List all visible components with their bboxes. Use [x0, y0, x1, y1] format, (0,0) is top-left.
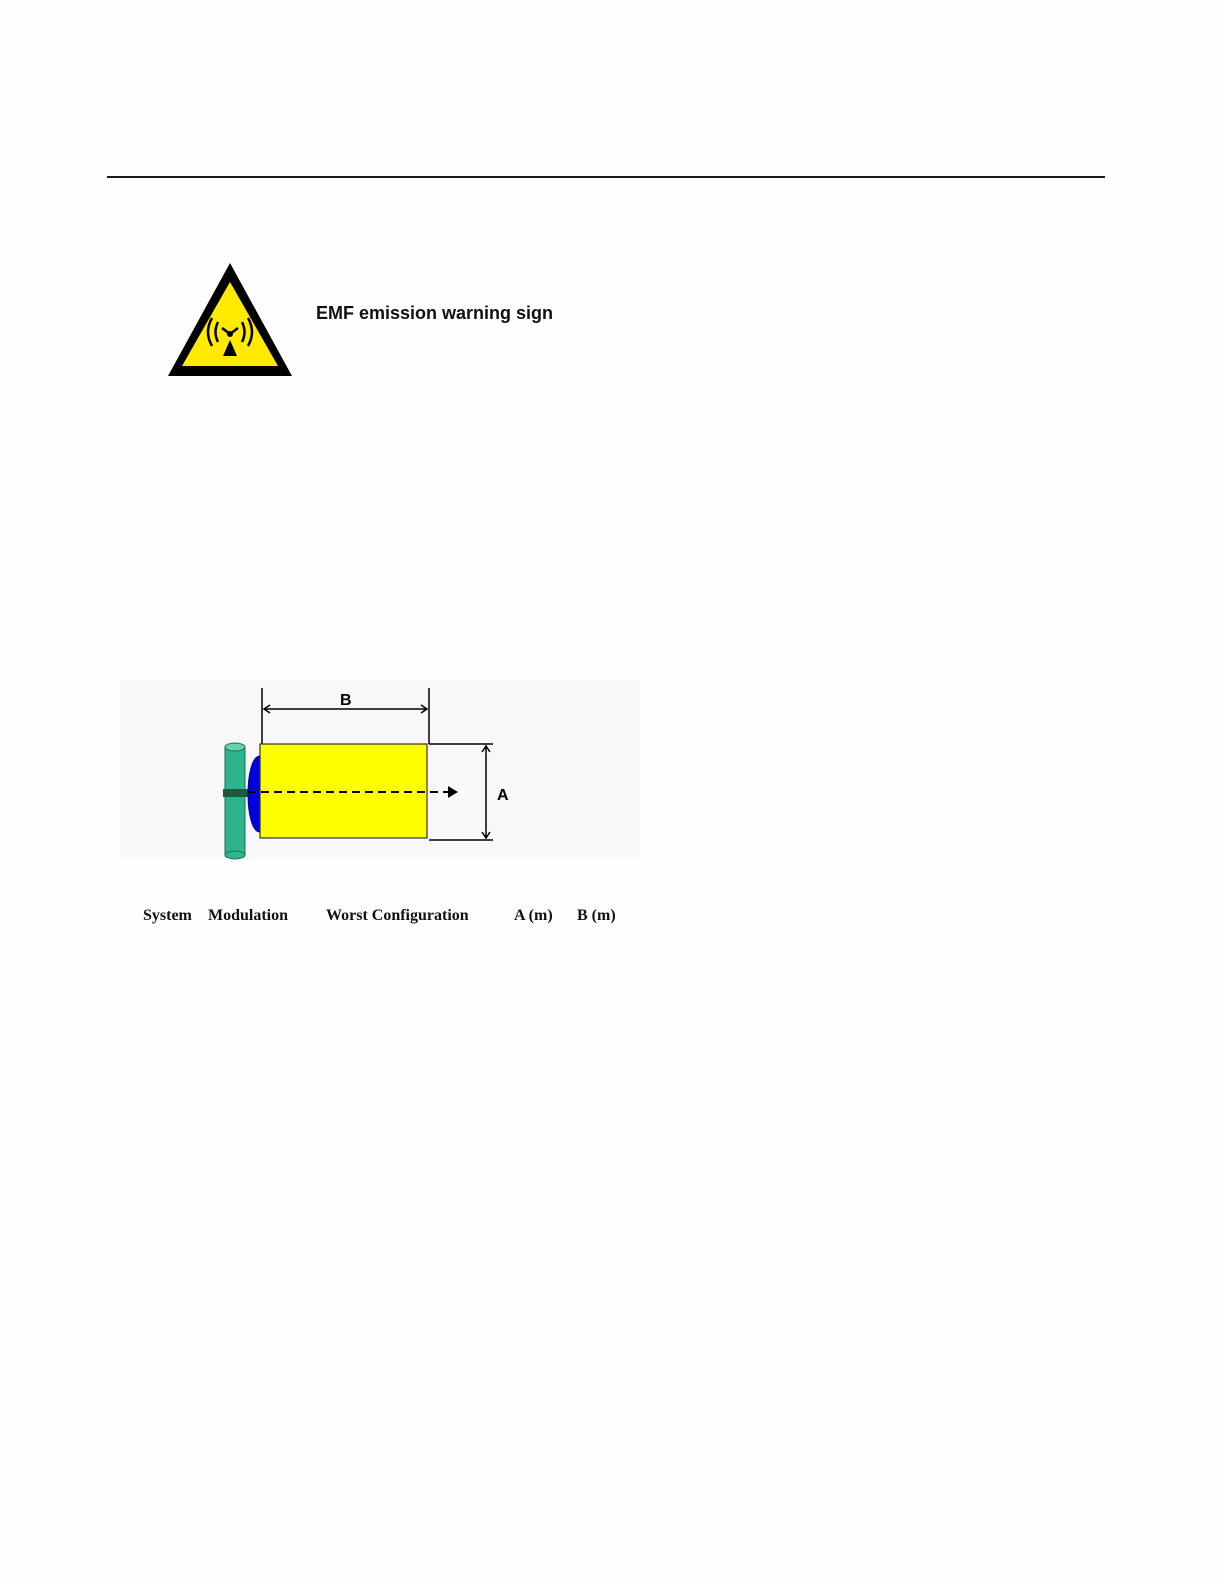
emf-warning-sign-icon — [165, 260, 295, 380]
dimension-a — [429, 744, 493, 840]
dimension-a-label: A — [497, 787, 509, 804]
table-header-system: System — [143, 907, 192, 924]
warning-sign-caption: EMF emission warning sign — [316, 303, 554, 323]
antenna-panel — [248, 756, 260, 832]
dimension-b-label: B — [340, 692, 352, 709]
table-header-modulation: Modulation — [208, 907, 289, 924]
header-rule — [107, 176, 1105, 178]
table-header-b: B (m) — [577, 907, 616, 924]
table-header-worst-configuration: Worst Configuration — [326, 907, 469, 924]
mounting-pole — [223, 743, 248, 859]
table-header-a: A (m) — [514, 907, 553, 924]
antenna-exclusion-zone-diagram — [120, 680, 640, 865]
beam-arrowhead — [448, 786, 458, 798]
